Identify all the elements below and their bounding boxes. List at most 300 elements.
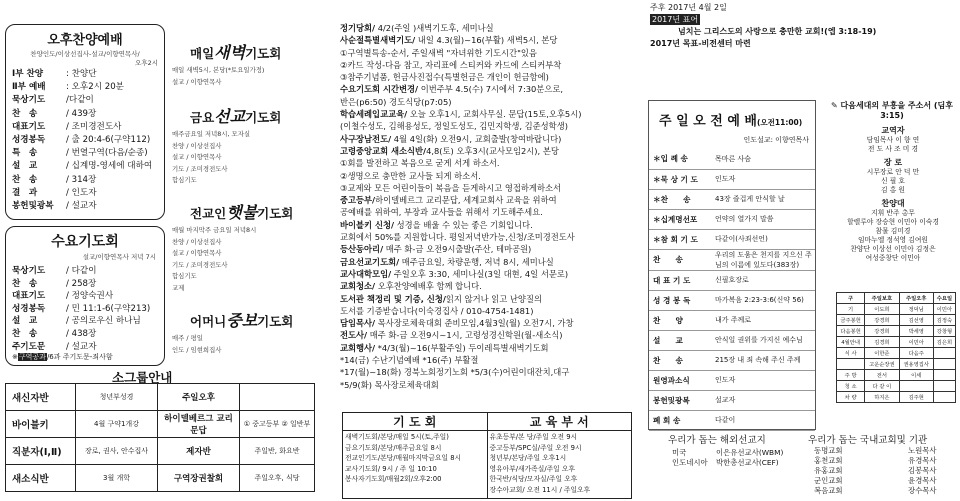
grid-cell: 다음봉헌 bbox=[837, 326, 865, 337]
worship-value: 내가 주께로 bbox=[715, 310, 815, 330]
grid-cell: 다음주 bbox=[899, 348, 933, 359]
notice-heading: 사순절특별새벽기도/ bbox=[340, 35, 416, 46]
title-post: 기도회 bbox=[257, 314, 294, 329]
notice-text: (이철수성도, 김해용성도, 정일도성도, 김민지학생, 김준성학생) bbox=[340, 121, 568, 132]
notice-heading: 교사대학모임/ bbox=[340, 268, 392, 279]
grid-cell: 박세영 bbox=[899, 326, 933, 337]
order-label: 봉헌및광복 bbox=[12, 200, 54, 211]
meeting-line: 합심기도 bbox=[172, 176, 197, 184]
notice-text: 읽지 않거나 읽고 난양질의 bbox=[445, 293, 542, 304]
domestic-title: 우리가 돕는 국내교회및 기관 bbox=[808, 435, 928, 446]
grid-row bbox=[837, 392, 956, 403]
overseas-country: 미국 bbox=[672, 448, 687, 457]
worship-row bbox=[649, 410, 815, 430]
grid-cell: 금주봉헌 bbox=[837, 315, 865, 326]
notice-heading: 바이블키 신청/ bbox=[340, 219, 395, 230]
grid-cell: 김경희 bbox=[865, 337, 899, 348]
prayer-edu-table bbox=[342, 412, 632, 499]
title-em: 새벽 bbox=[214, 43, 246, 62]
notice-text: 목사장로체육대회 준비모임,4월3일(월) 오전7시, 가창 bbox=[375, 318, 574, 329]
worship-value: 다같이(사죄선언) bbox=[715, 229, 815, 249]
worship-value: 목마른 사슴 bbox=[715, 149, 815, 169]
order-label: 찬 송 bbox=[12, 328, 38, 339]
prayer-line: 봉사자기도회/매월2회/오후2:00 bbox=[345, 475, 442, 483]
edu-line: 장수아교회/ 오전 11시 / 주일오후 bbox=[489, 485, 591, 494]
grid-row bbox=[837, 337, 956, 348]
worship-row bbox=[649, 209, 815, 229]
overseas-missionary: 이은유선교사(WBM) bbox=[716, 448, 784, 457]
worship-value: 언약의 열가지 말씀 bbox=[715, 209, 815, 229]
group-info: 주일반, 화요반 bbox=[240, 438, 315, 465]
edu-line: 중고등부/SPC실/주일 오전 9시 bbox=[489, 443, 582, 452]
notice-text: 성경을 배울 수 있는 좋은 기회입니다. bbox=[394, 219, 533, 230]
order-label: 설 교 bbox=[12, 316, 38, 327]
meeting-line: 설교 / 이향연목사 bbox=[172, 77, 222, 86]
title-post: 기도회 bbox=[245, 46, 282, 61]
notice-line bbox=[340, 219, 636, 231]
order-row bbox=[12, 67, 164, 80]
notice-heading: 금요선교기도회/ bbox=[340, 256, 400, 267]
notice-text: ①회를 발전하고 복음으로 굳게 서게 하소서. bbox=[340, 158, 500, 169]
notice-text: 교회에서 50%를 지원합니다. 평일저녁반가능,신청/조미경전도사 bbox=[340, 232, 575, 243]
meeting-title-dawn bbox=[190, 40, 281, 63]
notice-line bbox=[340, 170, 636, 182]
grid-cell: 이세 bbox=[899, 370, 933, 381]
wednesday-prayer-box bbox=[5, 226, 165, 366]
domestic-church: 유홍교회 bbox=[814, 466, 843, 475]
grid-header: 수요일 bbox=[933, 293, 955, 304]
notice-line bbox=[340, 206, 636, 218]
notice-text: ③교제와 모든 어린이들이 복음을 듣게하시고 영접하게하소서 bbox=[340, 182, 561, 193]
worship-label: 대 표 기 도 bbox=[649, 270, 715, 290]
domestic-churches bbox=[814, 446, 843, 496]
worship-label: 찬 송 bbox=[649, 249, 715, 270]
grid-row bbox=[837, 348, 956, 359]
grid-cell: 김은희 bbox=[933, 337, 955, 348]
prayer-line: 교사기도회/ 9시 / 주 일 10:10 bbox=[345, 464, 437, 473]
notice-text: 오후찬양예배후 함께 합니다. bbox=[375, 281, 482, 292]
domestic-church: 군인교회 bbox=[814, 476, 843, 485]
notice-line bbox=[340, 194, 636, 206]
worship-value: 우리의 도움은 천지를 지으신 주님의 이름에 있도다(383장) bbox=[715, 249, 815, 270]
staff-line: 담임목사 이 향 연 bbox=[866, 136, 920, 144]
small-groups-table bbox=[5, 383, 315, 492]
sunday-afternoon-sub1: 찬양인도/이상선집사-설교/이향연목사/ bbox=[30, 50, 140, 58]
order-row bbox=[12, 289, 164, 302]
worship-row bbox=[649, 390, 815, 410]
grid-cell: 식 사 bbox=[837, 348, 865, 359]
group-info: 청년부성경 bbox=[76, 384, 158, 411]
notice-line bbox=[340, 83, 636, 95]
notice-line bbox=[340, 231, 636, 243]
notice-text: 매주 화-금 오전9시출발(주산, 테마공원) bbox=[383, 244, 532, 255]
verse-icon: ✎ bbox=[831, 101, 838, 110]
notice-text: 4,8(토) 오후3시(교사모임2시), 본당 bbox=[426, 145, 559, 156]
sunday-afternoon-order bbox=[12, 67, 164, 212]
grid-cell: 정덕님 bbox=[899, 304, 933, 315]
notice-line bbox=[340, 120, 636, 132]
worship-label: 봉헌및광복 bbox=[649, 390, 715, 410]
grid-cell: 김정숙 bbox=[933, 315, 955, 326]
meeting-line: 찬양 / 이상선집사 bbox=[172, 237, 222, 246]
worship-label: 원영과소식 bbox=[649, 370, 715, 390]
notice-line bbox=[340, 22, 636, 34]
overseas-country: 인도네시아 bbox=[672, 458, 708, 467]
notice-text: 하이델베르그 교리문답, 세계교회사 교육을 위하여 bbox=[375, 195, 557, 206]
group-name: 제자반 bbox=[158, 438, 240, 465]
prayer-line: 금요기도회/본당/매주금요일 8시 bbox=[345, 443, 442, 452]
order-value: : 찬양단 bbox=[66, 69, 97, 79]
title-post: 기도회 bbox=[257, 206, 294, 221]
notice-text: 4/2(주일 )새벽기도후, 세미나실 bbox=[375, 23, 494, 33]
notice-text: *5/9(화) 목사장로체육대회 bbox=[340, 379, 439, 390]
order-value: / 공의로우신 하나님 bbox=[66, 316, 141, 327]
group-info bbox=[240, 384, 315, 411]
title-pre: 매일 bbox=[190, 46, 215, 61]
worship-value: 다같이 bbox=[715, 410, 815, 430]
meeting-line: 기도 / 조미경전도사 bbox=[172, 260, 228, 269]
worship-label: 설 교 bbox=[649, 330, 715, 350]
grid-cell bbox=[933, 348, 955, 359]
group-name: 하이델베르그 교리문답 bbox=[158, 411, 240, 438]
grid-header: 주일오후 bbox=[899, 293, 933, 304]
group-name: 바이블키 bbox=[6, 411, 76, 438]
notice-line bbox=[340, 243, 636, 255]
notice-line bbox=[340, 280, 636, 292]
small-groups-title: 소그룹안내 bbox=[112, 370, 173, 385]
notice-text: ②생명으로 충만한 교사들 되게 하소서. bbox=[340, 170, 481, 181]
order-label: 찬 송 bbox=[12, 278, 38, 289]
bulletin-page-middle bbox=[320, 0, 638, 501]
staff-line: 여성중창단 이민아 bbox=[865, 254, 921, 262]
notice-line bbox=[340, 71, 636, 83]
group-info: 4월 구약1개강 bbox=[76, 411, 158, 438]
notice-text: 매주 화-금 오전9시~1시, 고령성경신학원(월-새소식) bbox=[367, 330, 563, 341]
notice-line bbox=[340, 293, 636, 305]
order-row bbox=[12, 173, 164, 186]
order-label: Ⅰ부 찬양 bbox=[12, 69, 44, 79]
sunday-worship-header bbox=[649, 101, 815, 129]
wednesday-sub: 설교/이향연목사 저녁 7시 bbox=[82, 253, 156, 261]
notice-line bbox=[340, 317, 636, 329]
order-row bbox=[12, 264, 164, 277]
order-row bbox=[12, 314, 164, 327]
domestic-pastor: 장수목사 bbox=[908, 486, 937, 495]
group-info: ① 중고등부 ② 일반부 bbox=[240, 411, 315, 438]
notice-heading: 교회행사/ bbox=[340, 342, 376, 353]
notice-text: 공예배를 위하여, 부장과 교사들을 위해서 기도해주세요. bbox=[340, 207, 543, 218]
title-em: 선교 bbox=[214, 107, 246, 126]
worship-row bbox=[649, 330, 815, 350]
worship-label: ＊찬 송 bbox=[649, 189, 715, 209]
notice-heading: 도서관 책정리 및 기증, 신청/ bbox=[340, 293, 446, 304]
domestic-pastor: 윤경목사 bbox=[908, 476, 937, 485]
order-value: / 314장 bbox=[66, 174, 97, 185]
prayer-lines bbox=[343, 431, 488, 499]
order-label: 묵상기도 bbox=[12, 95, 46, 106]
wednesday-note: ※구역공과/6과 주기도문-죄사함 bbox=[12, 353, 113, 361]
order-value: / 인도자 bbox=[66, 187, 97, 198]
order-row bbox=[12, 80, 164, 93]
edu-line: 청년부/본당/주일 오후1시 bbox=[489, 454, 567, 462]
grid-header: 구 bbox=[837, 293, 865, 304]
order-row bbox=[12, 159, 164, 172]
grid-cell: 김선영 bbox=[899, 315, 933, 326]
staff-heading: 장 로 bbox=[883, 158, 903, 167]
staff-line: 지휘 반주 총무 bbox=[871, 209, 915, 217]
meeting-line: 매월 마지막주 금요일 저녁8시 bbox=[172, 226, 257, 234]
meeting-line: 설교 / 이향연목사 bbox=[172, 249, 222, 257]
notice-heading: 고령중앙교회 새소식반/ bbox=[340, 145, 427, 156]
grid-row bbox=[837, 304, 956, 315]
order-label: 대표기도 bbox=[12, 291, 46, 302]
notice-text: ③참주기념품, 헌금사진접수(특별헌금은 개인이 헌금함에) bbox=[340, 72, 549, 83]
order-label: 성경봉독 bbox=[12, 303, 46, 314]
grid-row bbox=[837, 370, 956, 381]
notice-heading: 수요기도회 시간변경/ bbox=[340, 84, 419, 95]
year-goal: 2017년 목표-비전센터 마련 bbox=[650, 39, 751, 48]
meeting-line: 매주 / 평일 bbox=[172, 334, 203, 342]
worship-row bbox=[649, 149, 815, 169]
title-pre: 금요 bbox=[190, 110, 215, 125]
edu-title: 교 육 부 서 bbox=[487, 413, 632, 431]
staff-heading: 찬양대 bbox=[881, 199, 905, 208]
title-pre: 어머니 bbox=[190, 314, 227, 329]
grid-cell bbox=[837, 359, 865, 370]
order-value: / 설교자 bbox=[66, 200, 97, 211]
worship-order-table bbox=[649, 149, 815, 431]
staff-heading: 교역자 bbox=[881, 126, 905, 135]
title-em: 햇불 bbox=[226, 203, 258, 222]
notice-heading: 학습세례입교교육/ bbox=[340, 109, 408, 120]
order-value: / 439장 bbox=[66, 108, 97, 119]
notice-line bbox=[340, 47, 636, 59]
worship-row bbox=[649, 370, 815, 390]
order-value: / 출 20:4-6(구약112) bbox=[66, 134, 151, 145]
staff-line: 할렐루야 장승현 이민아 이숙경 bbox=[847, 218, 939, 226]
grid-cell: 김주현 bbox=[899, 392, 933, 403]
order-row bbox=[12, 120, 164, 133]
edu-lines bbox=[487, 431, 632, 499]
sunday-afternoon-worship-box bbox=[5, 24, 165, 220]
overseas-title: 우리가 돕는 해외선교지 bbox=[668, 435, 766, 446]
order-row bbox=[12, 327, 164, 340]
grid-cell: 강창형 bbox=[933, 326, 955, 337]
service-date: 주후 2017년 4월 2일 bbox=[650, 3, 727, 12]
notice-text: 반은(p6:50) 경도식당(p7:05) bbox=[340, 96, 452, 107]
prayer-line: 새벽기도회/본당/매일 5시(토,주일) bbox=[345, 433, 449, 441]
edu-line: 영유아부/새가족실/주일 오후 bbox=[489, 464, 576, 473]
group-name: 구역장권찰회 bbox=[158, 465, 240, 492]
grid-cell: 강경희 bbox=[865, 315, 899, 326]
notice-text: 오늘 오후1시, 교회사무실. 문답(15토,오후5시) bbox=[407, 109, 582, 120]
prayer-line: 전교인기도/본당/매월마지막금요일 8시 bbox=[345, 454, 462, 462]
notice-text: *4/3(월)~16(부활주일) 두이레특별새벽기도회 bbox=[375, 342, 549, 353]
worship-value: 43장 즐겁게 안식할 날 bbox=[715, 189, 815, 209]
worship-value: 인도자 bbox=[715, 370, 815, 390]
grid-cell bbox=[933, 359, 955, 370]
order-row bbox=[12, 199, 164, 212]
order-label: 찬 송 bbox=[12, 108, 38, 119]
domestic-pastor: 유경목사 bbox=[908, 456, 937, 465]
order-value: / 258장 bbox=[66, 278, 97, 289]
notice-heading: 사구장남전도/ bbox=[340, 133, 392, 144]
notice-line bbox=[340, 342, 636, 354]
grid-cell: 강경희 bbox=[865, 326, 899, 337]
wednesday-order bbox=[12, 264, 164, 352]
worship-label: ＊참 회 기 도 bbox=[649, 229, 715, 249]
notice-text: *17(월)~18(화) 경북노회정기노회 *5/3(수)어린이대잔치,대구 bbox=[340, 367, 570, 378]
notice-text: 이번주부 4.5(수) 7시에서 7:30분으로, bbox=[418, 84, 563, 95]
worship-row bbox=[649, 229, 815, 249]
notice-heading: 전도사/ bbox=[340, 330, 368, 341]
group-name: 새신자반 bbox=[6, 384, 76, 411]
staff-line: 참물 김미경 bbox=[875, 227, 911, 235]
notice-line bbox=[340, 256, 636, 268]
domestic-church: 복음교회 bbox=[814, 486, 843, 495]
edu-line: 유초등부/본 당/주일 오전 9시 bbox=[489, 433, 578, 441]
worship-row bbox=[649, 290, 815, 310]
notice-line bbox=[340, 268, 636, 280]
domestic-church: 홍천교회 bbox=[814, 456, 843, 465]
title-pre: 전교인 bbox=[190, 206, 227, 221]
grid-row bbox=[837, 359, 956, 370]
meeting-title-sun_eve bbox=[190, 200, 293, 223]
staff-line: 임마누엘 정석영 김여원 bbox=[858, 236, 928, 244]
notice-line bbox=[340, 354, 636, 366]
meeting-title-mothers bbox=[190, 308, 293, 331]
meeting-line: 인도 / 임현희집사 bbox=[172, 345, 222, 354]
order-label: 묵상기도 bbox=[12, 266, 46, 276]
duty-grid bbox=[836, 292, 956, 403]
grid-cell bbox=[899, 381, 933, 392]
notice-list bbox=[340, 22, 636, 391]
sunday-afternoon-sub2: 오후2시 bbox=[135, 59, 158, 67]
order-label: Ⅱ부 예배 bbox=[12, 82, 46, 93]
meeting-line: 매주금요일 저녁8시, 모자실 bbox=[172, 130, 251, 138]
sunday-afternoon-title: 오후찬양예배 bbox=[47, 33, 123, 48]
grid-cell: 기 bbox=[837, 304, 865, 315]
worship-label: 성 경 봉 독 bbox=[649, 290, 715, 310]
bulletin-page-right bbox=[642, 0, 960, 501]
edu-line: 한국반/식당/모자실/주일 오후 bbox=[489, 475, 578, 483]
grid-row bbox=[837, 381, 956, 392]
worship-label: 찬 양 bbox=[649, 310, 715, 330]
notice-text: 내일 4.3(월)~16(부활) 새벽5시, 본당 bbox=[415, 35, 558, 46]
grid-cell: 하지은 bbox=[865, 392, 899, 403]
grid-cell: 이한준 bbox=[865, 348, 899, 359]
order-row bbox=[12, 107, 164, 120]
grid-row bbox=[837, 315, 956, 326]
order-label: 찬 송 bbox=[12, 174, 38, 185]
group-info: 3월 개학 bbox=[76, 465, 158, 492]
worship-leader: 인도설교: 이향연목사 bbox=[743, 136, 809, 144]
overseas-missionaries bbox=[716, 448, 783, 468]
worship-row bbox=[649, 350, 815, 370]
order-value: / 십계명-영세에 대하여 bbox=[66, 161, 153, 172]
grid-cell: 이민아 bbox=[899, 337, 933, 348]
group-info: 주일오후, 식당 bbox=[240, 465, 315, 492]
prayer-title: 기 도 회 bbox=[343, 413, 488, 431]
grid-cell: 이민아 bbox=[933, 304, 955, 315]
overseas-missionary: 박한총선교사(CEF) bbox=[716, 458, 779, 467]
notice-heading: 등산동아리/ bbox=[340, 244, 384, 255]
worship-row bbox=[649, 169, 815, 189]
order-label: 대표기도 bbox=[12, 121, 46, 132]
domestic-pastor: 노원목사 bbox=[908, 446, 937, 455]
worship-value: 신필호장로 bbox=[715, 270, 815, 290]
grid-cell: 권용영집사 bbox=[899, 359, 933, 370]
small-group-row bbox=[6, 384, 315, 411]
order-row bbox=[12, 133, 164, 146]
worship-value: 마가복음 2:23-3:6(신약 56) bbox=[715, 290, 815, 310]
domestic-church: 동명교회 bbox=[814, 446, 843, 455]
notice-line bbox=[340, 133, 636, 145]
worship-value: 인도자 bbox=[715, 169, 815, 189]
group-name: 주일오후 bbox=[158, 384, 240, 411]
group-name: 직분자(Ⅰ,Ⅱ) bbox=[6, 438, 76, 465]
notice-line bbox=[340, 366, 636, 378]
meeting-line: 교제 bbox=[172, 283, 185, 292]
grid-row bbox=[837, 326, 956, 337]
meeting-line: 설교 / 이향연목사 bbox=[172, 153, 222, 161]
order-value: /다같이 bbox=[66, 95, 94, 106]
notice-line bbox=[340, 329, 636, 341]
grid-cell: 다 같 이 bbox=[865, 381, 899, 392]
notice-line bbox=[340, 96, 636, 108]
small-group-row bbox=[6, 411, 315, 438]
staff-line: 시무장로 안 덕 만 bbox=[866, 168, 920, 176]
notice-line bbox=[340, 305, 636, 317]
notice-text: *14(금) 수난기념예배 *16(주) 부활절 bbox=[340, 355, 479, 366]
staff-line: 신 필 호 bbox=[880, 177, 906, 185]
staff-line: 전 도 사 조 미 경 bbox=[867, 145, 919, 153]
notice-text: 도서를 기증받습니다(이숙경집사 / 010-4754-1481) bbox=[340, 305, 534, 316]
grid-cell bbox=[933, 392, 955, 403]
notice-text: 매주금요일, 차량운행, 저녁 8시, 세미나실 bbox=[399, 256, 554, 267]
grid-cell: 고운순장권 bbox=[865, 359, 899, 370]
order-row bbox=[12, 302, 164, 315]
order-value: / 설교자 bbox=[66, 341, 97, 352]
order-value: / 번열구역(다음/순종) bbox=[66, 148, 148, 159]
meeting-line: 합심기도 bbox=[172, 272, 197, 280]
year-motto-label: 2017년 표어 bbox=[652, 15, 699, 24]
worship-label: ＊십계명선포 bbox=[649, 209, 715, 229]
small-group-row bbox=[6, 465, 315, 492]
notice-line bbox=[340, 379, 636, 391]
note-label: 구역공과 bbox=[18, 353, 46, 361]
worship-value: 안식일 권위를 가지신 예수님 bbox=[715, 330, 815, 350]
grid-cell bbox=[933, 381, 955, 392]
sunday-worship-box bbox=[648, 100, 816, 430]
domestic-pastor: 김봉목사 bbox=[908, 466, 937, 475]
order-label: 특 송 bbox=[12, 148, 38, 159]
notice-text: ①구역별특송-순서, 주일새벽 "자녀위한 기도시간"있음 bbox=[340, 47, 537, 58]
order-value: / 정양숙권사 bbox=[66, 291, 114, 302]
notice-heading: 담임목사/ bbox=[340, 318, 376, 329]
notice-heading: 정기당회/ bbox=[340, 23, 376, 33]
worship-row bbox=[649, 189, 815, 209]
grid-cell: 전서 bbox=[865, 370, 899, 381]
worship-title: 주 일 오 전 예 배 bbox=[659, 114, 757, 129]
title-em: 중보 bbox=[226, 311, 258, 330]
grid-cell bbox=[933, 370, 955, 381]
grid-cell: 4월안내 bbox=[837, 337, 865, 348]
notice-line bbox=[340, 34, 636, 46]
order-label: 결 과 bbox=[12, 187, 38, 198]
order-row bbox=[12, 277, 164, 290]
order-row bbox=[12, 93, 164, 106]
